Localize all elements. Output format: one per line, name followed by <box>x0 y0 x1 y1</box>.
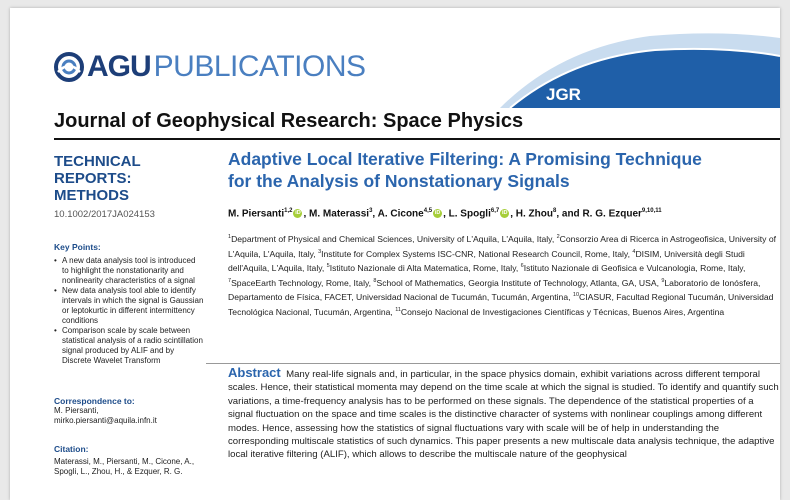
article-title-line: for the Analysis of Nonstationary Signals <box>228 171 570 191</box>
header-rule <box>54 138 780 140</box>
affiliation-sup: 11 <box>395 306 401 313</box>
author-name[interactable]: A. Cicone <box>377 208 424 220</box>
correspondence-name: M. Piersanti, <box>54 406 99 415</box>
key-points-list <box>54 256 204 366</box>
correspondence-heading: Correspondence to: <box>54 396 135 406</box>
journal-header <box>10 8 780 132</box>
author-list <box>228 208 780 219</box>
agu-logo <box>54 50 366 84</box>
author-name[interactable]: R. G. Ezquer <box>582 208 642 220</box>
citation-line: Spogli, L., Zhou, H., & Ezquer, R. G. <box>54 467 183 476</box>
jgr-banner <box>500 8 780 108</box>
affiliation-text: Department of Physical and Chemical Sciences, University of L'Aquila, L'Aquila, Italy, <box>231 234 557 245</box>
affiliation-sup: 10 <box>572 292 580 299</box>
article-main <box>228 148 780 318</box>
affiliation-sup: 6 <box>520 263 524 270</box>
orcid-icon[interactable]: iD <box>434 210 441 217</box>
author-name[interactable]: M. Piersanti <box>228 208 285 220</box>
affiliation-sup: 4 <box>632 248 636 255</box>
affiliation-text: Istituto Nazionale di Geofisica e Vulcanologia, Rome, Italy, <box>523 263 746 274</box>
citation-line: Materassi, M., Piersanti, M., Cicone, A., <box>54 457 195 466</box>
abstract <box>228 366 780 462</box>
key-point: • A new data analysis tool is introduced to highlight the nonstationarity and nonlinearity characteristics of a signal <box>62 256 204 286</box>
affiliation-text: SpaceEarth Technology, Rome, Italy, <box>231 277 374 288</box>
author-separator: , <box>372 208 378 220</box>
doi[interactable]: 10.1002/2017JA024153 <box>54 209 155 220</box>
paper-page <box>10 8 780 500</box>
author-name[interactable]: M. Materassi <box>309 208 370 220</box>
affiliation-text: Istituto Nazionale di Alta Matematica, Rome, Italy, <box>329 263 521 274</box>
author-separator: , and <box>556 208 583 220</box>
author-name[interactable]: L. Spogli <box>448 208 491 220</box>
agu-swirl-icon <box>54 52 84 82</box>
logo-agu-text: AGU <box>87 50 151 83</box>
section-label-2: REPORTS: <box>54 170 132 187</box>
key-points-heading: Key Points: <box>54 242 101 252</box>
article-title-line: Adaptive Local Iterative Filtering: A Promising Technique <box>228 149 702 169</box>
affiliation-text: Consorzio Area di Ricerca in Astrogeofisica, University of L'Aquila, L'Aquila, Italy, <box>228 234 777 259</box>
affiliation-sup: 5 <box>326 263 330 270</box>
affiliation-sup: 7 <box>228 277 232 284</box>
orcid-icon[interactable]: iD <box>295 210 301 217</box>
abstract-text: Many real-life signals and, in particular, in the space physics domain, exhibit variations across different temporal scales. Hence, their statistical momenta may depend on the time scale at which the signal is studied. To identify and quantify such variations, a time-frequency analysis has to be performed on these signals. The dependence of the statistical properties of a signal fluctuation on the space and time scales is the distinctive character of systems with nonlinear couplings among different modes. Hence, assessing how the statistics of signal fluctuations vary with scale will be of help in understanding the corresponding multiscale statistics of such dynamics. This paper presents a new multiscale data analysis technique, the adaptive local iterative filtering (ALIF), which allows to describe the multiscale nature of the geophysical <box>228 369 779 461</box>
affiliation-sup: 3 <box>318 248 322 255</box>
jgr-label: JGR <box>546 85 581 104</box>
logo-publications-text: PUBLICATIONS <box>153 50 366 83</box>
affiliations <box>228 231 780 318</box>
author-affiliation-sup: 3 <box>369 208 373 214</box>
affiliation-text: Institute for Complex Systems ISC-CNR, National Research Council, Rome, Italy, <box>321 248 633 259</box>
correspondence-email[interactable]: mirko.piersanti@aquila.infn.it <box>54 416 157 425</box>
affiliation-sup: 9 <box>661 277 665 284</box>
sidebar <box>54 153 204 477</box>
article-title <box>228 148 780 192</box>
author-separator: , <box>443 208 449 220</box>
section-label-1: TECHNICAL <box>54 153 141 170</box>
author-affiliation-sup: 8 <box>552 208 557 214</box>
affiliation-sup: 1 <box>228 234 232 241</box>
affiliation-text: CIASUR, Facultad Regional Tucumán, Universidad Tecnológica Nacional, Tucumán, Argentina, <box>228 292 774 317</box>
author-affiliation-sup: 4,5 <box>423 208 433 214</box>
author-affiliation-sup: 1,2 <box>284 208 293 214</box>
author-affiliation-sup: 6,7 <box>490 208 500 214</box>
affiliation-text: School of Mathematics, Georgia Institute of Technology, Atlanta, GA, USA, <box>376 277 662 288</box>
key-point: • Comparison scale by scale between statistical analysis of a radio scintillation signal produced by ALIF and by Discrete Wavelet Transform <box>62 326 204 366</box>
affiliation-sup: 2 <box>556 234 560 241</box>
author-separator: , <box>303 208 310 220</box>
author-affiliation-sup: 9,10,11 <box>641 208 662 214</box>
author-name[interactable]: H. Zhou <box>515 208 553 220</box>
affiliation-text: Laboratorio de Ionósfera, Departamento de Física, FACET, Universidad Nacional de Tucumán, Tucumán, Argentina, <box>228 277 761 302</box>
section-label-3: METHODS <box>54 187 129 204</box>
affiliation-text: Consejo Nacional de Investigaciones Científicas y Técnicas, Buenos Aires, Argentina <box>400 306 725 317</box>
journal-title: Journal of Geophysical Research: Space Physics <box>54 110 524 132</box>
affiliation-sup: 8 <box>373 277 377 284</box>
orcid-icon[interactable]: iD <box>501 210 508 217</box>
author-separator: , <box>510 208 516 220</box>
abstract-label: Abstract <box>228 365 281 380</box>
citation-heading: Citation: <box>54 444 89 454</box>
key-point: • New data analysis tool able to identify intervals in which the signal is Gaussian or leptokurtic in different intermittency conditions <box>62 286 204 326</box>
affiliation-text: DISIM, Università degli Studi dell'Aquila, L'Aquila, Italy, <box>228 248 745 274</box>
